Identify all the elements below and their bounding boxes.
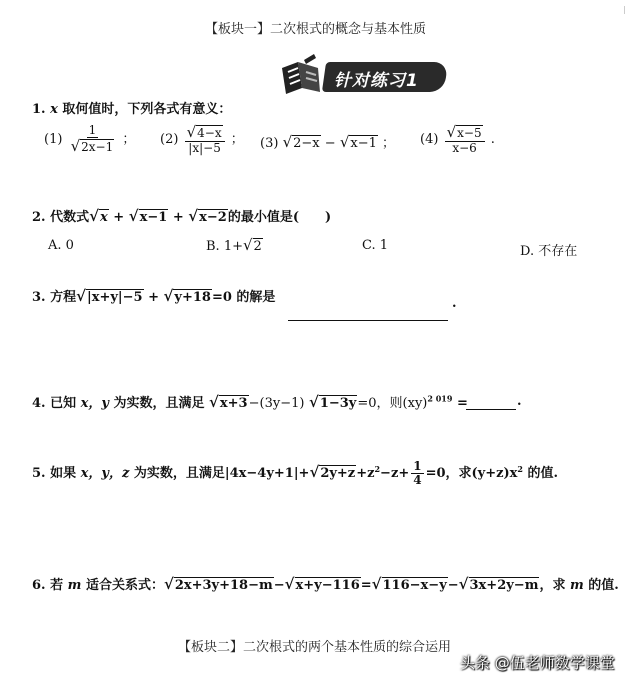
q4-answer-blank[interactable] xyxy=(466,408,516,410)
q1-opt1-fraction: $\frac{1}{√2x-1}$ xyxy=(70,123,114,156)
q2-choice-d: D. 不存在 xyxy=(520,244,578,259)
q1-opt2-numerator-radicand: 4−x xyxy=(197,126,222,140)
q1-opt2-denominator: |x|−5 xyxy=(188,140,221,155)
q4-vars: x，y xyxy=(80,396,109,411)
q6-radicand-4: 3x+2y−m xyxy=(469,578,539,593)
q4-radicand-1: x+3 xyxy=(219,396,248,411)
q1-opt3-minus: − xyxy=(324,136,336,151)
q5-fraction xyxy=(411,460,423,487)
q4-eq2: = xyxy=(456,396,468,411)
q1-opt2-label: (2) xyxy=(160,131,179,147)
q6-eq: = xyxy=(360,578,372,593)
q4-prefix: 已知 xyxy=(50,396,77,411)
q2-choice-a: A. 0 xyxy=(48,238,74,253)
q6-radicand-3: 116−x−y xyxy=(382,578,447,593)
q2-choice-b-radicand: 2 xyxy=(253,239,262,254)
q6-end-var: m xyxy=(570,578,584,593)
q5-prefix: 如果 xyxy=(50,466,77,482)
q2-choice-b-prefix: B. 1+ xyxy=(206,239,243,254)
q3-plus: + xyxy=(148,290,160,305)
q1-option-3: (3) √2−x − √x−1 ； xyxy=(260,133,396,151)
q2-suffix: 的最小值是( ) xyxy=(227,210,332,225)
q6-radicand-1: 2x+3y+18−m xyxy=(174,578,273,593)
q6-mid: 适合关系式： xyxy=(85,578,164,593)
q6-var: m xyxy=(67,578,82,593)
q1-opt3-tail: ； xyxy=(382,136,396,151)
q1-number: 1. xyxy=(32,102,46,117)
q2-plus-1: + xyxy=(113,210,125,225)
q5-mid3: −z+ xyxy=(380,466,410,482)
q5-radicand: 2y+z xyxy=(320,466,356,482)
q3-end: . xyxy=(452,296,457,311)
q1-opt4-fraction: $\frac{√x-5}{x-6}$ xyxy=(445,124,485,155)
q4-eq: =0，则(xy) xyxy=(357,396,428,411)
q4-number: 4. xyxy=(32,396,46,411)
q1-opt3-label: (3) xyxy=(260,136,279,151)
q5-fraction-den: 4 xyxy=(413,473,422,488)
q3-radicand-2: y+18 xyxy=(174,290,211,305)
q1-opt1-denominator-radicand: 2x−1 xyxy=(81,140,114,155)
banner-title: 针对练习1 xyxy=(334,71,419,91)
q1-text: 取何值时，下列各式有意义： xyxy=(62,102,232,117)
q6-minus-2: − xyxy=(447,578,459,593)
q4-end: . xyxy=(517,394,522,409)
question-5: 5. 如果 x，y，z 为实数，且满足$|4x-4y+1|+√2y+z+z^2-z+$ $\frac{1}{4}$ =0，求$(y+z)x^2$ 的值. xyxy=(32,459,559,488)
q2-radicand-1: x xyxy=(99,210,108,225)
q5-vars: x，y，z xyxy=(80,466,130,482)
q2-radicand-2: x−1 xyxy=(139,210,168,225)
q4-radicand-2: 1−3y xyxy=(319,396,357,411)
q1-opt4-tail: . xyxy=(490,131,495,147)
q2-choice-b: B. 1+√2 xyxy=(206,236,262,254)
q4-mid: 为实数，且满足 xyxy=(113,396,205,411)
q2-plus-2: + xyxy=(172,210,184,225)
q1-opt2-fraction: $\frac{√4-x}{|x|-5}$ xyxy=(185,124,225,155)
q1-opt4-label: (4) xyxy=(420,131,439,147)
corner-mark-top-left xyxy=(6,6,14,14)
question-3: 3. 方程√|x+y|−5 + √y+18=0 的解是 xyxy=(32,287,276,305)
book-icon xyxy=(278,54,326,98)
question-6: 6. 若 m 适合关系式：√2x+3y+18−m−√x+y−116=√116−x−y−√3x+2y−m，求 m 的值. xyxy=(32,575,619,593)
q1-opt1-numerator: 1 xyxy=(88,123,97,137)
q3-radicand-1: |x+y|−5 xyxy=(86,290,143,305)
q5-fraction-num: 1 xyxy=(413,459,422,473)
q1-opt3-radicand-a: 2−x xyxy=(293,136,320,151)
q1-opt3-radicand-b: x−1 xyxy=(350,136,377,151)
q1-opt1-tail: ； xyxy=(122,131,136,147)
q6-radicand-2: x+y−116 xyxy=(295,578,360,593)
q5-end: =0，求(y+z)x xyxy=(425,466,518,482)
q3-prefix: 方程 xyxy=(50,290,77,305)
question-1 xyxy=(32,98,231,117)
q6-prefix: 若 xyxy=(50,578,64,593)
q5-end2: 的值. xyxy=(527,466,559,482)
q3-number: 3. xyxy=(32,290,46,305)
q5-mid2: +z xyxy=(356,466,375,482)
section-header-top: 【板块一】二次根式的概念与基本性质 xyxy=(205,22,427,37)
q6-end: ，求 xyxy=(539,578,566,593)
q5-mid: 为实数，且满足|4x−4y+1|+ xyxy=(133,466,310,482)
q1-opt4-denominator: x−6 xyxy=(452,140,477,155)
question-4: 4. 已知 x，y 为实数，且满足 √x+3−(3y−1) √1−3y=0，则(xy)$^{2 019}$ = xyxy=(32,393,468,411)
q2-number: 2. xyxy=(32,210,46,225)
corner-mark-top-right xyxy=(624,6,632,14)
watermark: 头条 @伍老师数学课堂 xyxy=(460,654,615,672)
exercise-banner xyxy=(278,56,448,98)
q1-option-1 xyxy=(44,124,135,155)
q6-number: 6. xyxy=(32,578,46,593)
q2-radicand-3: x−2 xyxy=(199,210,227,225)
q2-choice-c: C. 1 xyxy=(362,238,389,253)
q1-opt4-numerator-radicand: x−5 xyxy=(457,126,482,140)
q4-exponent: 2 019 xyxy=(427,393,453,404)
q6-minus-1: − xyxy=(273,578,285,593)
q1-var: x xyxy=(50,102,58,117)
q4-middle: −(3y−1) xyxy=(248,396,305,411)
q5-number: 5. xyxy=(32,466,46,482)
q2-prefix: 代数式 xyxy=(50,210,90,225)
q3-suffix: =0 的解是 xyxy=(211,290,276,305)
q1-opt2-tail: ； xyxy=(230,131,244,147)
q3-answer-blank[interactable] xyxy=(288,319,448,321)
section-header-bottom: 【板块二】二次根式的两个基本性质的综合运用 xyxy=(178,640,452,655)
q1-opt1-label: (1) xyxy=(44,131,63,147)
question-2: 2. 代数式√x + √x−1 + √x−2的最小值是( ) xyxy=(32,207,332,225)
q6-end2: 的值. xyxy=(588,578,619,593)
q1-option-2 xyxy=(160,124,244,155)
q5-exponent-2: 2 xyxy=(517,463,523,474)
q5-exponent-1: 2 xyxy=(374,463,381,474)
q1-option-4 xyxy=(420,124,495,155)
